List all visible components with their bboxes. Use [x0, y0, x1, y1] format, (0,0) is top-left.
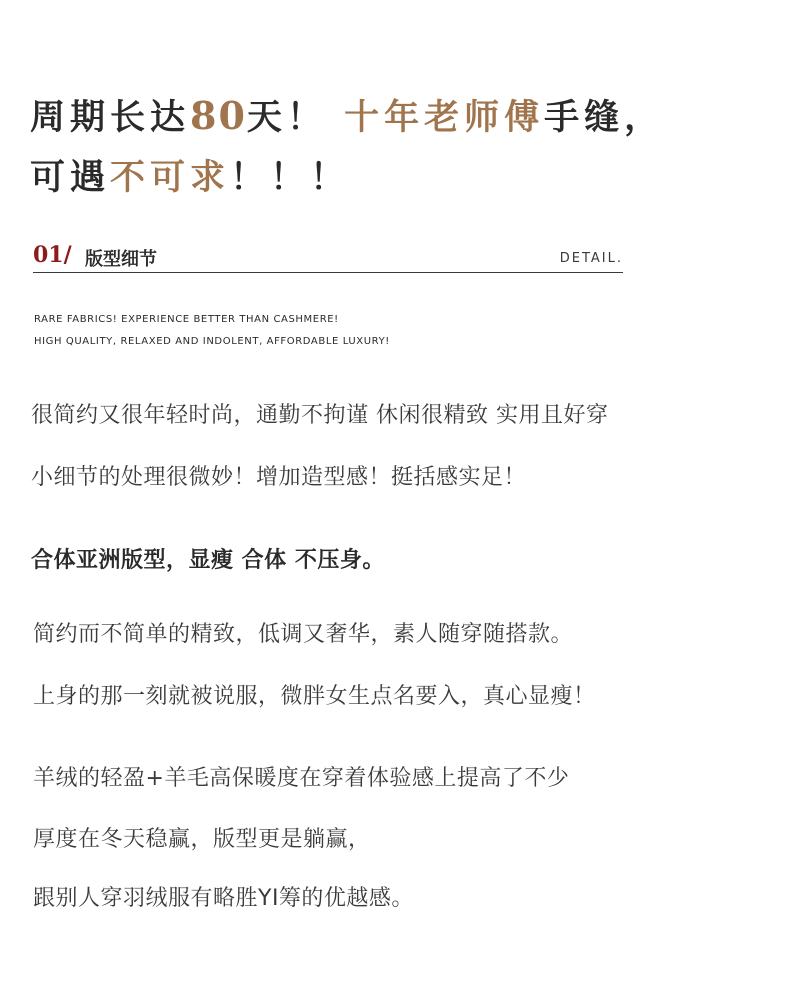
description-line: 跟别人穿羽绒服有略胜YI筹的优越感。 — [33, 886, 414, 911]
headline-line-2 — [30, 156, 350, 200]
description-line: 厚度在冬天稳赢，版型更是躺赢， — [33, 827, 371, 852]
description-line: 简约而不简单的精致，低调又奢华，素人随穿随搭款。 — [33, 622, 574, 647]
section-number: 01/ — [33, 242, 72, 268]
english-tagline-2: HIGH QUALITY, RELAXED AND INDOLENT, AFFORDABLE LUXURY! — [34, 336, 390, 347]
description-line: 小细节的处理很微妙！增加造型感！挺括感实足！ — [31, 465, 527, 490]
headline-text: 可遇 — [30, 158, 111, 198]
headline-line-1 — [30, 94, 664, 140]
section-header — [33, 240, 623, 273]
description-line: 羊绒的轻盈+羊毛高保暖度在穿着体验感上提高了不少 — [33, 766, 570, 791]
section-tag: DETAIL. — [559, 251, 623, 266]
description-subheading: 合体亚洲版型，显瘦 合体 不压身。 — [31, 548, 385, 573]
english-tagline-1: RARE FABRICS! EXPERIENCE BETTER THAN CASHMERE! — [34, 314, 339, 325]
headline-accent-text: 不可求 — [110, 158, 231, 198]
headline-text: 天！ — [246, 98, 327, 138]
section-title: 版型细节 — [85, 249, 157, 270]
description-line: 上身的那一刻就被说服，微胖女生点名要入，真心显瘦！ — [33, 684, 596, 709]
headline-text: 手缝， — [544, 98, 665, 138]
description-line: 很简约又很年轻时尚，通勤不拘谨 休闲很精致 实用且好穿 — [31, 403, 609, 428]
headline-accent-text: 十年老师傅 — [344, 98, 545, 138]
headline-text: ！！！ — [230, 158, 351, 198]
headline-text: 周期长达 — [30, 98, 191, 138]
headline-duration-number: 80 — [190, 93, 247, 138]
